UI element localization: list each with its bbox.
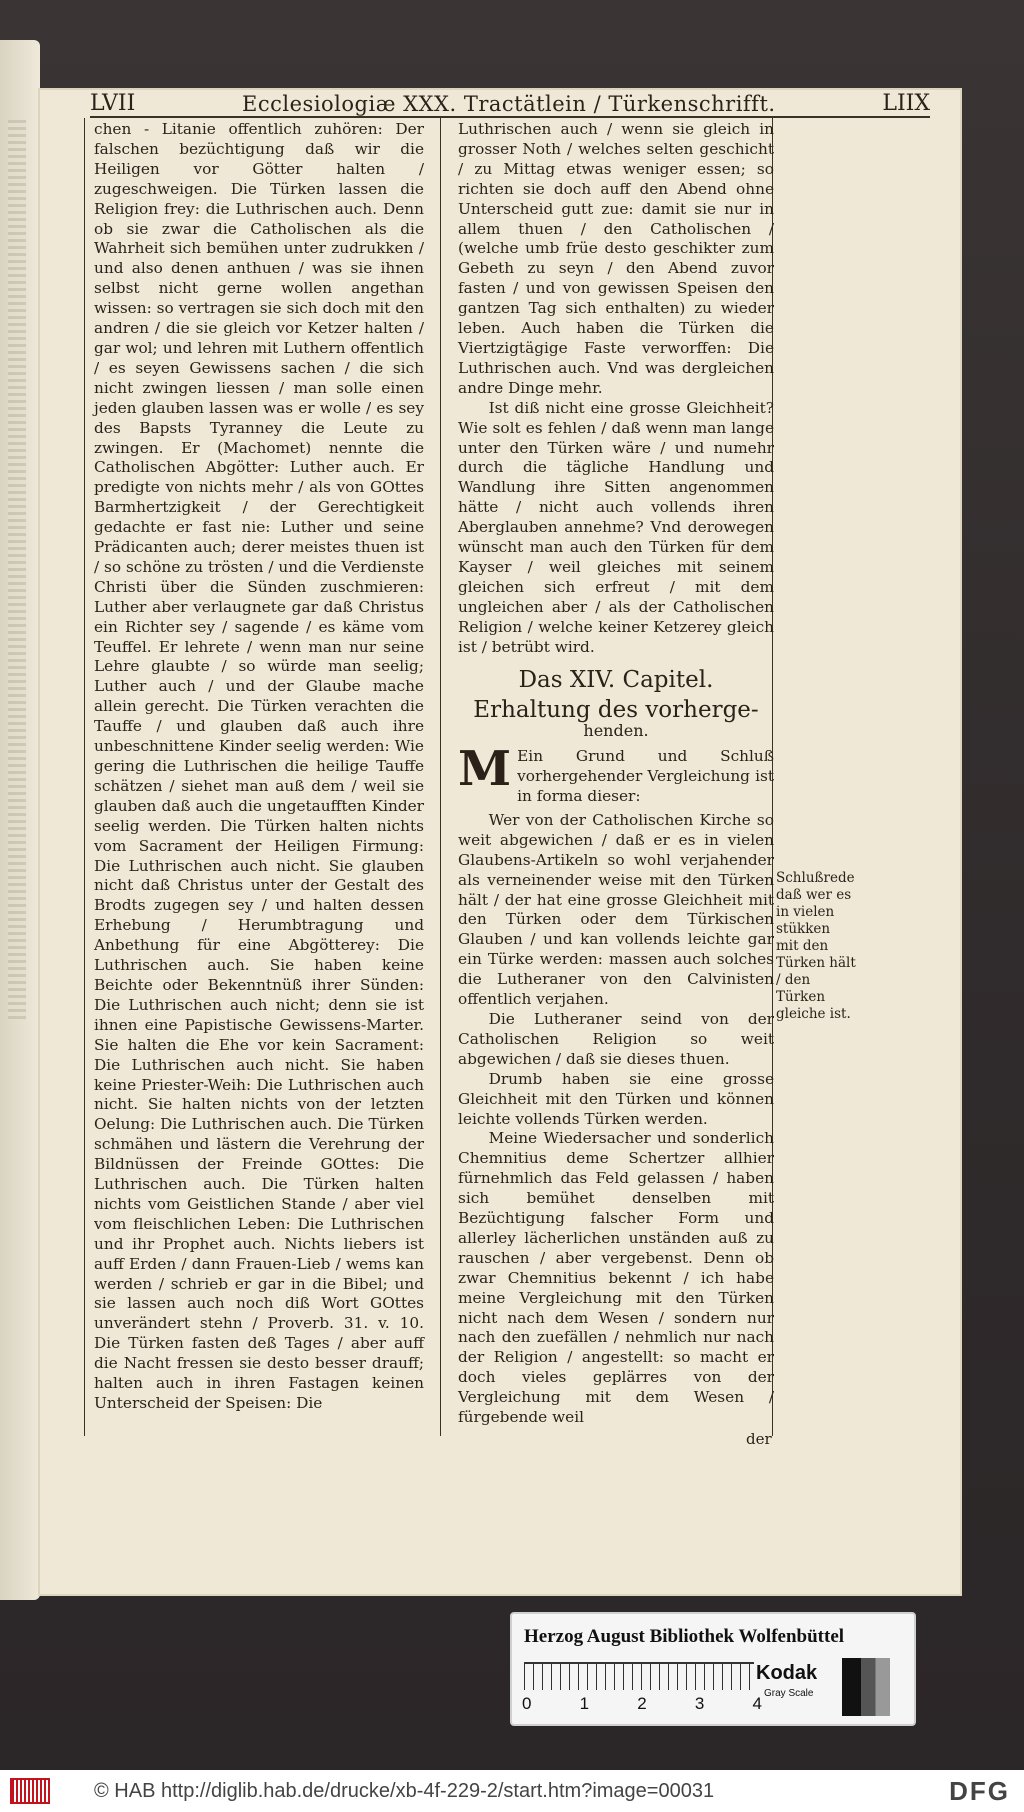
camera-logo-icon xyxy=(10,1778,50,1804)
left-column-text: chen - Litanie offentlich zuhören: Der falschen bezüchtigung daß wir die Heiligen vor Götter halten / zugeschweigen. Die Türken lassen die Religion frey: die Luthrischen auch. Denn ob sie zwar die Catholischen als die Wahrheit sich bemühen unter zudrukken / und also denen anthuen / was sie ihnen selbst nicht gerne wollen angethan wissen: so vertragen sie sich doch mit den andren / die sie gleich vor Ketzer halten / gar wol; und lehren mit Luthern offentlich / es seyen Gewissens sachen / die sich nicht zwingen liessen / man solle einen jeden glauben lassen was er wolle / es sey des Bapsts Tyranney die Leute zu zwingen. Er (Machomet) nennte die Catholischen Abgötter: Luther auch. Er predigte von nichts mehr / als von GOttes Barmhertzigkeit / der Gerechtigkeit gedachte er fast nie: Luther und seine Prädicanten auch; derer meistes thuen ist / so schöne zu trösten / und die Verdienste Christi über die Sünden zuschmieren: Luther aber verlaugnete gar daß Christus ein Richter sey / sagende / es käme vom Teuffel. Er lehrete / wenn man nur seine Lehre glaubte / so würde man seelig; Luther auch / und der Glaube mache allein gerecht. Die Türken verachten die Tauffe / und glauben daß auch ihre unbeschnittene Kinder seelig werden: Wie gering die Luthrischen die heilige Tauffe schätzen / siehet man auß dem / weil sie glauben daß auch die ungetaufften Kinder seelig werden. Die Türken halten nichts vom Sacrament der Heiligen Firmung: Die Luthrischen auch nicht. Sie glauben nicht daß Christus unter der Gestalt des Brodts zugegen sey / und halten dessen Erhebung / Herumbtragung und Anbethung für eine Abgötterey: Die Luthrischen auch. Sie haben keine Beichte oder Bekenntnüß ihrer Sünden: Die Luthrischen auch nicht; denn sie ist ihnen eine Papistische Gewissens-Marter. Sie halten die Ehe vor kein Sacrament: Die Luthrischen auch nicht. Sie haben keine Priester-Weih: Die Luthrischen auch nicht. Sie halten nichts von der letzten Oelung: Die Luthrischen auch. Die Türken schmähen und lästern die Verehrung der Bildnüssen der Freinde GOttes: Die Luthrischen auch. Die Türken halten nichts vom Geistlichen Stande / aber viel vom fleischlichen Leben: Die Luthrischen und ihr Prophet auch. Nichts liebers ist auff Erden / dann Frauen-Lieb / wems kan werden / schrieb er gar in die Bibel; und sie lassen auch noch diß Wort GOttes unverändert stehn / Proverb. 31. v. 10. Die Türken fasten deß Tages / aber auff die Nacht fressen sie desto besser drauff; halten auch in ihren Fastagen keinen Unterscheid der Speisen: Die xyxy=(94,120,425,1412)
dfg-logo: DFG xyxy=(949,1775,1010,1806)
paragraph: Ist diß nicht eine grosse Gleichheit? Wie solt es fehlen / daß wenn man lange unter den Türken wäre / und numehr durch die tägliche Handlung und Wandlung ihre Sitten angenommen hätte / nicht auch vollends ihren Aberglauben annehme? Vnd derowegen wünscht man auch den Türken für dem Kayser / weil gleiches mit seinem gleichen sich erfreut / mit dem ungleichen aber / als der Catholischen Religion / welche keiner Ketzerey gleich ist / betrübt wird. xyxy=(458,398,774,656)
right-page-number: LIIX xyxy=(882,91,930,116)
ruler-scale xyxy=(524,1662,754,1690)
library-name: Herzog August Bibliothek Wolfenbüttel xyxy=(524,1626,845,1647)
facing-page-edge xyxy=(0,40,40,1600)
left-column xyxy=(94,120,424,1414)
lead-text: Ein Grund und Schluß vorhergehender Vergleichung ist in forma dieser: xyxy=(517,747,774,805)
running-title: Ecclesiologiæ XXX. Tractätlein / Türkenschrifft. xyxy=(242,92,776,116)
ruler-number: 1 xyxy=(579,1694,590,1713)
right-column xyxy=(458,120,774,1428)
paragraph: Meine Wiedersacher und sonderlich Chemnitius deme Schertzer allhier fürnehmlich das Feld gelassen / haben sich bemühet denselben mit Bezüchtigung falscher Form und allerley lächerlichen unständen auß zu rauschen / aber vergebenst. Denn ob zwar Chemnitius bekennt / ich habe meine Vergleichung mit den Türken nicht nach dem Wesen / sondern nur nach den zuefällen / nehmlich nur nach der Religion / angestellt: so macht er doch vieles geplärres von der Vergleichung mit dem Wesen / fürgebende weil xyxy=(458,1129,774,1427)
ruler-number: 3 xyxy=(694,1694,705,1713)
left-column-rule xyxy=(84,118,85,1436)
running-head xyxy=(90,80,930,116)
margin-note: Schlußrede daß wer es in vielen stükken mit den Türken hält / den Türken gleiche ist. xyxy=(776,870,856,1022)
color-calibration-card xyxy=(510,1612,916,1726)
drop-cap: M xyxy=(458,741,512,798)
paragraph: Wer von der Catholischen Kirche so weit abgewichen / daß er es in vielen Glaubens-Artikeln so wohl verjahender als verneinender weise mit den Türken hält / der hat eine grosse Gleichheit mit den Türken oder dem Türkischen Glauben / und kan vollends leichte gar ein Türke werden: massen auch solches die Lutheraner von den Calvinisten offentlich verjahen. xyxy=(458,810,774,1009)
header-rule xyxy=(90,116,930,118)
chapter-title: Das XIV. Capitel. xyxy=(518,667,714,694)
chapter-subtitle: Erhaltung des vorherge- xyxy=(473,697,759,724)
ruler-numbers xyxy=(522,1694,762,1714)
left-page-number: LVII xyxy=(90,91,136,116)
kodak-brand: Kodak xyxy=(756,1662,818,1684)
footer-bar xyxy=(0,1770,1024,1812)
chapter-subtitle-continued: henden. xyxy=(583,721,649,741)
ruler-number: 4 xyxy=(752,1694,762,1713)
column-divider xyxy=(440,118,441,1436)
paragraph: Die Lutheraner seind von der Catholischen Religion so weit abgewichen / daß sie dieses thuen. xyxy=(458,1009,774,1068)
lead-paragraph xyxy=(458,741,774,807)
source-link[interactable]: © HAB http://diglib.hab.de/drucke/xb-4f-229-2/start.htm?image=00031 xyxy=(94,1779,715,1802)
paragraph: Luthrischen auch / wenn sie gleich in grosser Noth / welches selten geschicht / zu Mittag etwas weniger essen; so richten sie doch auff den Abend ohne Unterscheid gutt zue: damit sie nur in allem thuen / den Catholischen / (welche umb früe desto geschikter zum Gebeth zu seyn / den Abend zuvor fasten / und von gewissen Speisen den gantzen Tag sich enthalten) zu wieder leben. Auch haben die Türken die Viertzigtägige Faste verworffen: Die Luthrischen auch. Vnd was dergleichen andre Dinge mehr. xyxy=(458,120,774,397)
ruler-number: 0 xyxy=(522,1694,532,1713)
paragraph: Drumb haben sie eine grosse Gleichheit mit den Türken und können leichte vollends Türken werden. xyxy=(458,1069,774,1128)
ruler-number: 2 xyxy=(637,1694,647,1713)
gray-scale-label: Gray Scale xyxy=(764,1688,814,1699)
catchword: der xyxy=(746,1430,772,1448)
page-edge-texture xyxy=(8,120,26,1020)
gray-patch xyxy=(842,1658,890,1716)
